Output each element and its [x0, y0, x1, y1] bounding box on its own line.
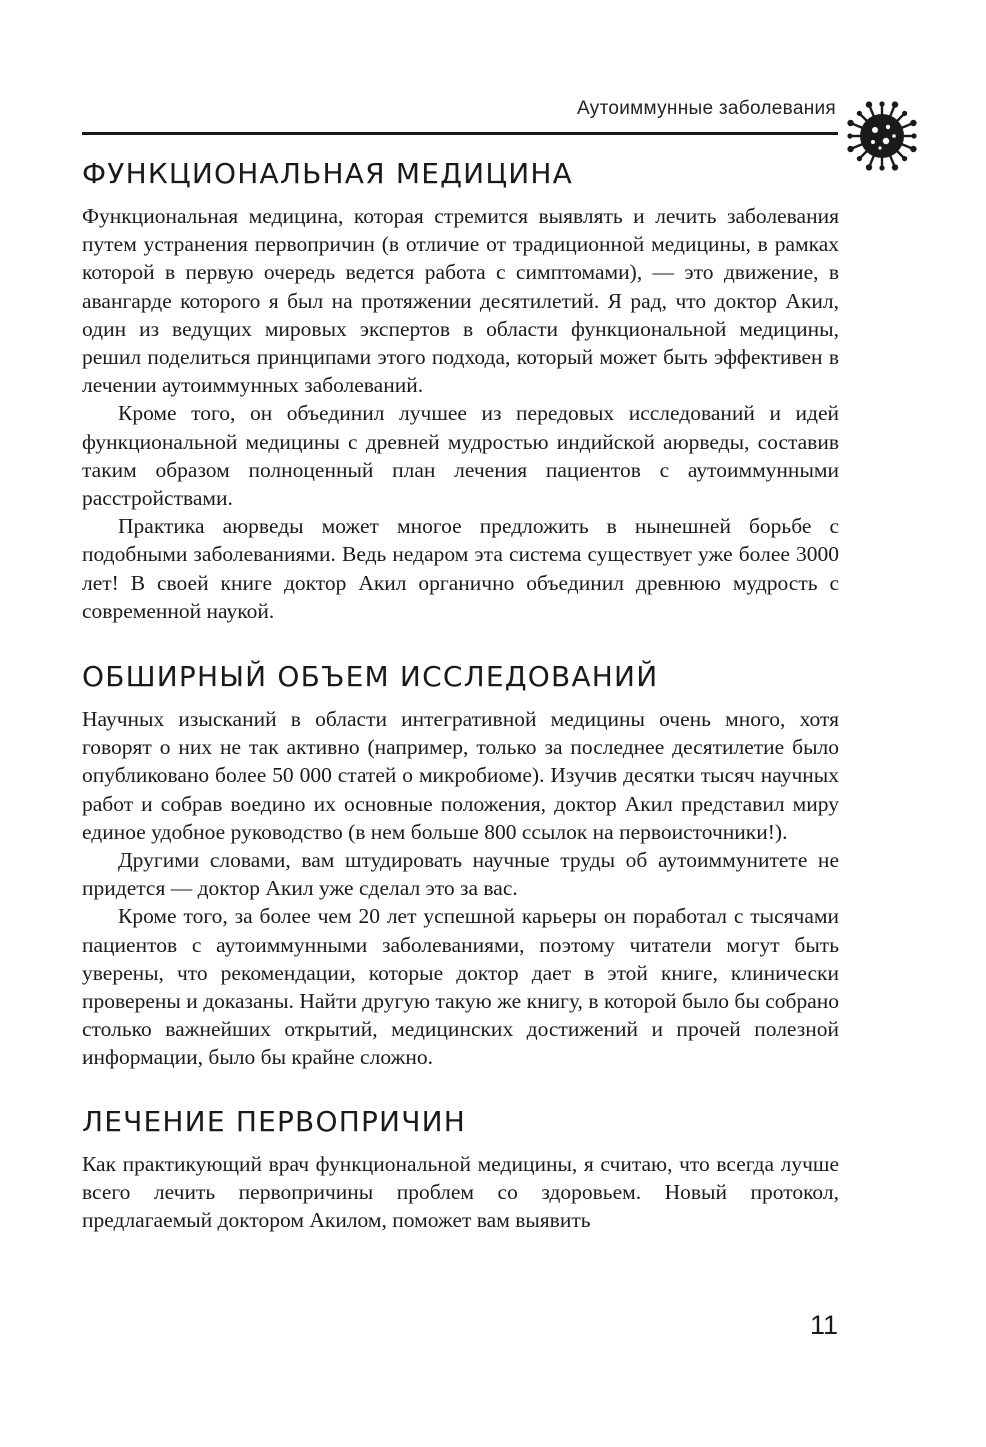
section-heading: ЛЕЧЕНИЕ ПЕРВОПРИЧИН — [82, 1104, 466, 1138]
paragraph: Как практикующий врач функциональной медицины, я считаю, что всегда лучше всего лечить первопричины проблем со здоровьем. Новый протокол, предлагаемый доктором Акилом, поможет вам выявить — [82, 1151, 839, 1233]
virus-icon — [842, 96, 922, 176]
section-heading: ФУНКЦИОНАЛЬНАЯ МЕДИЦИНА — [82, 157, 574, 190]
paragraph: Научных изысканий в области интегративной медицины очень много, хотя говорят о них не так активно (например, только за последнее десятилетие было опубликовано более 50 000 статей о микробиоме). Изучив десятки тысяч научных работ и собрав воедино их основные положения, доктор Акил представил миру единое удобное руководство (в нем больше 800 ссылок на первоисточники!). — [82, 707, 839, 844]
paragraph: Практика аюрведы может многое предложить в нынешней борьбе с подобными заболеваниями. Ведь недаром эта система существует уже более 3000 лет! В своей книге доктор Акил органично объединил древнюю мудрость с современной наукой. — [82, 514, 839, 623]
running-header-title: Аутоиммунные заболевания — [577, 98, 836, 119]
section-heading: ОБШИРНЫЙ ОБЪЕМ ИССЛЕДОВАНИЙ — [82, 660, 659, 694]
paragraph: Другими словами, вам штудировать научные труды об аутоиммунитете не придется — доктор Акил уже сделал это за вас. — [82, 848, 839, 901]
paragraph: Кроме того, за более чем 20 лет успешной карьеры он поработал с тысячами пациентов с аутоиммунными заболеваниями, поэтому читатели могут быть уверены, что рекомендации, которые доктор дает в этой книге, клинически проверены и доказаны. Найти другую такую же книгу, в которой было бы собрано столько важнейших открытий, медицинских достижений и прочей полезной информации, было бы крайне сложно. — [82, 904, 839, 1070]
paragraph: Кроме того, он объединил лучшее из передовых исследований и идей функциональной медицины с древней мудростью индийской аюрведы, составив таким образом полноценный план лечения пациентов с аутоиммунными расстройствами. — [82, 401, 839, 511]
page-content — [82, 150, 839, 1234]
paragraph: Функциональная медицина, которая стремится выявлять и лечить заболевания путем устранения первопричин (в отличие от традиционной медицины, в рамках которой в первую очередь ведется работа с симптомами), — это движение, в авангарде которого я был на протяжении десятилетий. Я рад, что доктор Акил, один из ведущих мировых экспертов в области функциональной медицины, решил поделиться принципами этого подхода, который может быть эффективен в лечении аутоиммунных заболеваний. — [82, 204, 839, 398]
header-rule — [82, 132, 838, 135]
page-number: 11 — [809, 1310, 838, 1340]
